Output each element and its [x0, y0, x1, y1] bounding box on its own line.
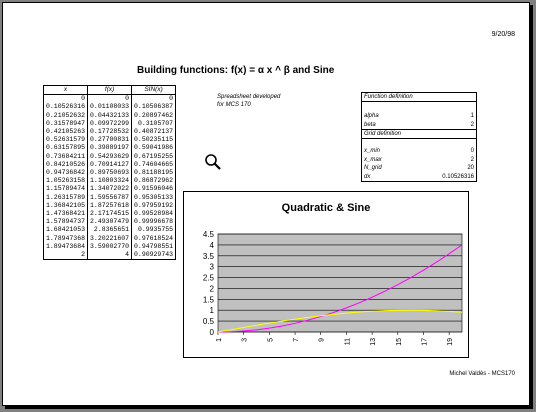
table-cell: 0.63157895 [44, 144, 88, 152]
table-cell: 0.89750693 [88, 169, 132, 177]
beta-label: beta [364, 121, 376, 128]
x-tick-label: 15 [395, 338, 403, 346]
table-cell: 3.59002770 [88, 243, 132, 251]
dx-label: dx [364, 173, 371, 180]
page-date: 9/20/98 [491, 31, 515, 38]
table-row [44, 95, 176, 104]
column-header: SIN(x) [132, 86, 176, 95]
table-row [44, 251, 176, 260]
x-tick-label: 9 [318, 338, 326, 342]
table-row [44, 161, 176, 169]
magnifier-icon[interactable] [204, 153, 222, 171]
table-cell: 0.42105263 [44, 128, 88, 136]
table-cell: 0.74604665 [132, 161, 176, 169]
ngrid-label: N_grid [364, 165, 382, 171]
xmax-value: 2 [470, 156, 474, 163]
chart-title: Quadratic & Sine [281, 202, 371, 214]
table-body [44, 95, 176, 260]
table-cell: 0.70914127 [88, 161, 132, 169]
table-cell: 0.84210526 [44, 161, 88, 169]
x-tick-label: 7 [293, 338, 301, 342]
dx-row [362, 173, 476, 182]
beta-value: 2 [470, 121, 474, 128]
function-definition-heading: Function definition [362, 93, 476, 102]
table-row [44, 185, 176, 193]
table-cell: 0.73684211 [44, 153, 88, 161]
y-tick-label: 1 [209, 306, 214, 316]
plot-area [218, 234, 462, 332]
table-cell: 2.49307479 [88, 218, 132, 226]
table-cell: 0.40872137 [132, 128, 176, 136]
table-cell: 0 [44, 95, 88, 104]
column-header: f(x) [88, 86, 132, 95]
table-cell: 1.10803324 [88, 177, 132, 185]
table-cell: 0.10526316 [44, 103, 88, 111]
ngrid-value: 20 [467, 165, 474, 171]
table-row [44, 112, 176, 120]
table-row [44, 153, 176, 161]
table-cell: 1.15789474 [44, 185, 88, 193]
table-cell: 0.59041986 [132, 144, 176, 152]
table-cell: 0.27700831 [88, 136, 132, 144]
y-tick-label: 3.5 [202, 251, 214, 261]
table-row [44, 169, 176, 177]
table-cell: 1.89473684 [44, 243, 88, 251]
xmin-row [362, 147, 476, 156]
x-tick-label: 13 [370, 338, 378, 346]
table-cell: 1.78947368 [44, 235, 88, 243]
table-cell: 1.36842105 [44, 202, 88, 210]
table-row [44, 235, 176, 243]
table-header-row [44, 86, 176, 95]
spreadsheet-note: Spreadsheet developed for MCS 170 [217, 94, 281, 108]
x-tick-label: 5 [267, 338, 275, 342]
table-cell: 0.54293629 [88, 153, 132, 161]
table-cell: 1.34072022 [88, 185, 132, 193]
dx-value: 0.10526316 [442, 173, 474, 180]
table-cell: 0.20897462 [132, 112, 176, 120]
ngrid-row [362, 164, 476, 173]
table-cell: 1.57894737 [44, 218, 88, 226]
table-cell: 0.97959192 [132, 202, 176, 210]
table-cell: 0.99528984 [132, 210, 176, 218]
table-cell: 0 [132, 95, 176, 104]
page-title: Building functions: f(x) = α x ^ β and Sine [137, 65, 335, 76]
table-cell: 0.86872962 [132, 177, 176, 185]
xmax-row [362, 156, 476, 165]
grid-definition-heading: Grid definition [362, 129, 476, 139]
chart-plot [184, 192, 468, 357]
table-row [44, 226, 176, 234]
x-tick-label: 3 [241, 338, 249, 342]
x-tick-label: 11 [344, 338, 352, 346]
table-cell: 3.20221607 [88, 235, 132, 243]
y-tick-label: 1.5 [202, 295, 214, 305]
table-row [44, 177, 176, 185]
table-cell: 0.91596046 [132, 185, 176, 193]
table-cell: 0.09972299 [88, 120, 132, 128]
y-tick-label: 3 [209, 262, 214, 272]
beta-row [362, 121, 476, 130]
table-cell: 2.8365651 [88, 226, 132, 234]
table-cell: 0.99996678 [132, 218, 176, 226]
table-cell: 4 [88, 251, 132, 260]
x-tick-label: 17 [421, 338, 429, 346]
alpha-row [362, 112, 476, 121]
table-cell: 0.95305133 [132, 194, 176, 202]
table-cell: 0.50235115 [132, 136, 176, 144]
table-cell: 2.17174515 [88, 210, 132, 218]
alpha-label: alpha [364, 113, 379, 119]
xmin-label: x_min [364, 148, 381, 154]
table-cell: 0.52631579 [44, 136, 88, 144]
table-cell: 0.9935755 [132, 226, 176, 234]
y-tick-label: 2 [209, 284, 214, 294]
table-row [44, 144, 176, 152]
table-row [44, 136, 176, 144]
chart-container [183, 191, 469, 358]
x-tick-label: 1 [216, 338, 223, 342]
table-cell: 0.01108033 [88, 103, 132, 111]
column-header: x [44, 86, 88, 95]
table-cell: 0.39889197 [88, 144, 132, 152]
table-cell: 1.26315789 [44, 194, 88, 202]
table-row [44, 218, 176, 226]
data-table [43, 85, 176, 260]
parameter-table [361, 92, 477, 182]
table-cell: 0.81188195 [132, 169, 176, 177]
table-cell: 0.97618524 [132, 235, 176, 243]
table-row [44, 210, 176, 218]
y-tick-label: 4 [209, 240, 214, 250]
table-cell: 0.67195255 [132, 153, 176, 161]
table-cell: 2 [44, 251, 88, 260]
y-tick-label: 4.5 [202, 230, 214, 239]
table-row [44, 128, 176, 136]
table-cell: 1.47368421 [44, 210, 88, 218]
table-cell: 0 [88, 95, 132, 104]
table-row [44, 243, 176, 251]
xmax-label: x_max [364, 156, 382, 163]
xmin-value: 0 [470, 148, 474, 154]
table-cell: 0.21052632 [44, 112, 88, 120]
print-preview-page [2, 2, 530, 406]
y-tick-label: 2.5 [202, 273, 214, 283]
table-cell: 0.94736842 [44, 169, 88, 177]
table-cell: 1.05263158 [44, 177, 88, 185]
footer-author: Michel Valdès - MCS170 [449, 371, 515, 377]
table-cell: 0.31578947 [44, 120, 88, 128]
table-cell: 0.3105707 [132, 120, 176, 128]
alpha-value: 1 [470, 113, 474, 119]
table-row [44, 103, 176, 111]
table-cell: 0.94798551 [132, 243, 176, 251]
table-cell: 1.68421053 [44, 226, 88, 234]
table-row [44, 120, 176, 128]
table-cell: 0.17728532 [88, 128, 132, 136]
table-row [44, 194, 176, 202]
table-cell: 0.90929743 [132, 251, 176, 260]
y-tick-label: 0.5 [202, 317, 214, 327]
x-tick-label: 19 [447, 338, 455, 346]
table-cell: 0.10506387 [132, 103, 176, 111]
table-cell: 0.04432133 [88, 112, 132, 120]
table-cell: 1.59556787 [88, 194, 132, 202]
table-cell: 1.87257618 [88, 202, 132, 210]
table-row [44, 202, 176, 210]
y-tick-label: 0 [209, 328, 214, 337]
